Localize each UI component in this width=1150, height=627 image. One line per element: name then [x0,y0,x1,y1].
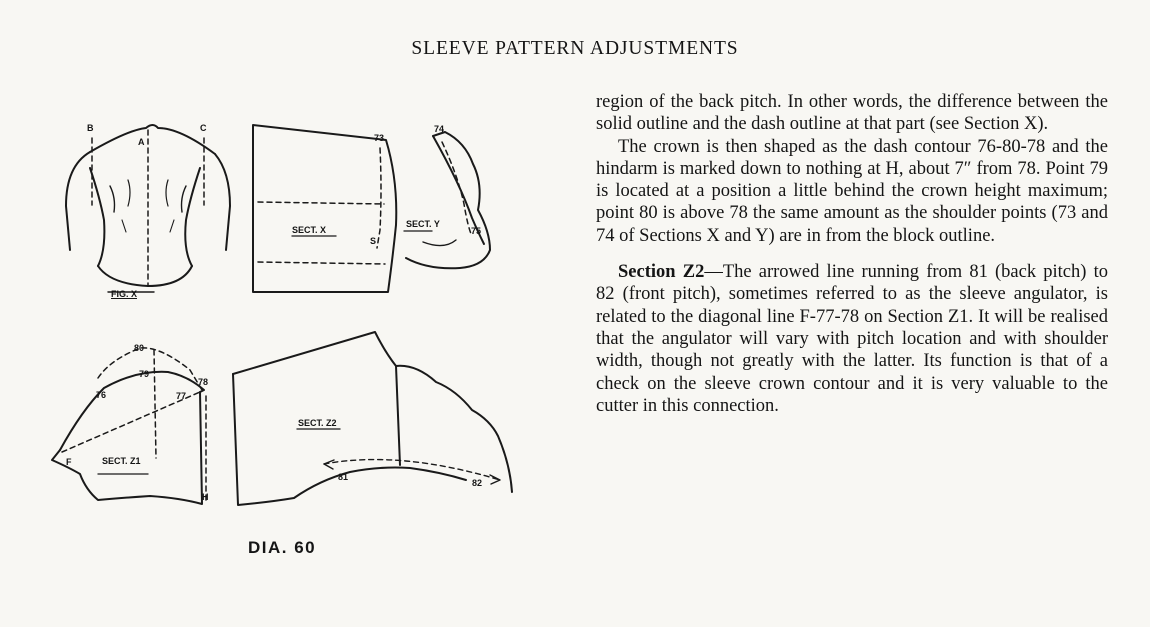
point-79-label: 79 [139,369,150,379]
back-figure-guides [92,130,204,286]
point-s-label: S [370,236,377,246]
paragraph-1: region of the back pitch. In other words, the difference between the solid outline and the dash outline at that part (see Section X). [596,92,1108,135]
point-78-label: 78 [198,377,209,387]
section-x-dash [258,148,385,264]
section-z2-label: SECT. Z2 [298,418,337,428]
point-c-label: C [200,123,207,133]
point-76-label: 76 [96,390,107,400]
point-77-label: 77 [176,391,187,401]
point-75-label: 75 [471,226,482,236]
section-y-dash [442,142,472,236]
point-73-label: 73 [374,133,385,143]
section-y-label: SECT. Y [406,219,440,229]
point-80-label: 80 [134,343,145,353]
fig-x-label: FIG. X [111,289,138,299]
paragraph-3 [596,261,1108,417]
section-z1-dash [62,348,209,502]
section-x-label: SECT. X [292,225,327,235]
point-82-label: 82 [472,478,483,488]
pattern-drawing [40,80,580,580]
point-h-label: H [202,492,209,502]
point-f-label: F [66,457,72,467]
section-y-outline [406,132,490,268]
diagram-caption: DIA. 60 [248,538,317,557]
point-74-label: 74 [434,124,445,134]
page-title: SLEEVE PATTERN ADJUSTMENTS [411,38,739,59]
point-81-label: 81 [338,472,349,482]
section-z2-heading: Section Z2 [618,262,705,283]
paragraph-3-text: —The arrowed line running from 81 (back pitch) to 82 (front pitch), sometimes referred to as the sleeve angulator, is related to the diagonal line F-77-78 on Section Z1. It will be realised that the angulator will vary with pitch location and with shoulder width, though not greatly with the latter. Its function is that of a check on the sleeve crown contour and it is very valuable to the cutter in this connection. [596,262,1109,416]
section-x-outline [253,125,396,292]
point-b-label: B [87,123,94,133]
pattern-diagram [40,80,580,580]
section-z2-outline [233,332,512,505]
point-a-label: A [138,137,145,147]
paragraph-2: The crown is then shaped as the dash contour 76-80-78 and the hindarm is marked down to nothing at H, about 7″ from 78. Point 79 is located at a position a little behind the crown height maximum; point 80 is above 78 the same amount as the shoulder points (73 and 74 of Sections X and Y) are in from the block outline. [596,136,1108,246]
body-text [596,91,1108,417]
section-z1-label: SECT. Z1 [102,456,141,466]
